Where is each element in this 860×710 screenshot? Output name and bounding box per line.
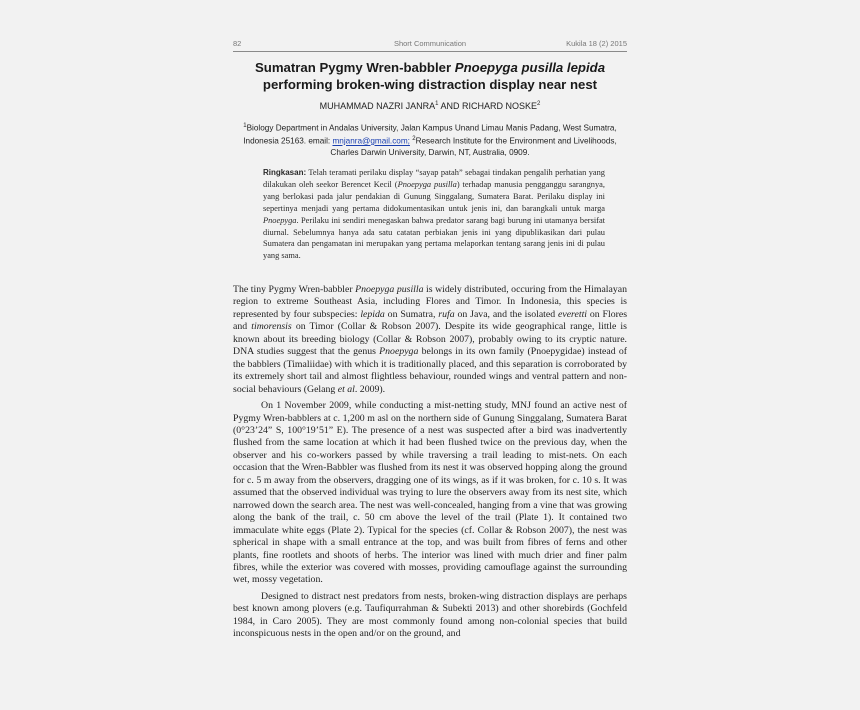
p1-genus: Pnoepyga bbox=[379, 346, 419, 358]
journal-citation: Kukila 18 (2) 2015 bbox=[566, 39, 627, 48]
p1-species: Pnoepyga pusilla bbox=[355, 284, 424, 295]
title-line2-text: performing broken-wing distraction display near nest bbox=[262, 77, 598, 92]
author-1: MUHAMMAD NAZRI JANRA bbox=[319, 101, 436, 111]
p1-text: belongs in its own family (Pnoepygidae) instead of the babblers (Timaliidae) with which it is traditionally placed, and this separation is corroborated by its extremely short tail and almost flightless behaviour, rounded wings and ventral pattern and non-social behaviours (Gelang bbox=[233, 346, 628, 395]
abstract-italic-1: Pnoepyga pusilla bbox=[397, 179, 457, 189]
p1-text: . 2009). bbox=[354, 383, 386, 395]
author-2: RICHARD NOSKE bbox=[462, 101, 538, 111]
p1-subspecies-everetti: everetti bbox=[558, 308, 588, 320]
author-list bbox=[233, 101, 627, 111]
p1-subspecies-rufa: rufa bbox=[438, 308, 455, 320]
abstract-italic-2: Pnoepyga bbox=[263, 215, 297, 225]
p1-subspecies-timorensis: timorensis bbox=[251, 321, 292, 333]
section-label: Short Communication bbox=[393, 39, 467, 48]
body-paragraph-1 bbox=[233, 284, 627, 396]
title-line1-text: Sumatran Pygmy Wren-babbler bbox=[254, 60, 455, 75]
page-number: 82 bbox=[233, 39, 242, 48]
abstract-label: Ringkasan: bbox=[263, 168, 307, 177]
article-body bbox=[233, 284, 627, 645]
p1-text: on Sumatra, bbox=[384, 308, 439, 320]
abstract-text-2: ) terhadap manusia pengganggu sarangnya, yang berlokasi pada jalur pendakian di Gunung Singgalang, Sumatera Barat. Perilaku display ini sepertinya menjadi yang pertama didokumentasikan untuk jenis ini, dan barangkali untuk marga bbox=[263, 179, 605, 213]
author-1-affil-mark: 1 bbox=[435, 101, 439, 107]
affiliations bbox=[233, 121, 627, 158]
abstract-text-3: . Perilaku ini sendiri menegaskan bahwa predator sarang bagi burung ini utamanya bersifat diurnal. Sebelumnya hanya ada satu catatan perbiakan jenis ini yang dipublikasikan dari pulau Sumatera dan pengamatan ini merupakan yang pertama melaporkan tentang sarang jenis ini di pulau yang sama. bbox=[263, 215, 605, 261]
title-species-name: Pnoepyga pusilla lepida bbox=[454, 60, 606, 75]
article-title bbox=[233, 59, 627, 93]
p1-text: on Timor (Collar & Robson 2007). Despite its wide geographical range, little is known about its breeding biology (Collar & Robson 2007), probably owing to its cryptic nature. DNA studies suggest that the genus bbox=[233, 321, 627, 358]
abstract-text-1: Telah teramati perilaku display “sayap patah” sebagai tindakan pengalih perhatian yang dilakukan oleh seekor Berencet Kecil ( bbox=[263, 168, 605, 189]
author-2-affil-mark: 2 bbox=[537, 101, 541, 107]
p1-text: on Flores and bbox=[233, 308, 628, 333]
email-link[interactable]: mnjanra@gmail.com; bbox=[332, 136, 410, 146]
p1-text: The tiny Pygmy Wren-babbler bbox=[233, 284, 356, 295]
running-head bbox=[233, 39, 627, 52]
p1-subspecies-lepida: lepida bbox=[360, 308, 385, 320]
author-separator: AND bbox=[438, 101, 462, 111]
p1-text: on Java, and the isolated bbox=[454, 308, 558, 320]
affil-1-mark: 1 bbox=[243, 123, 247, 129]
abstract bbox=[263, 167, 605, 262]
affil-1-text: Biology Department in Andalas University, Jalan Kampus Unand Limau Manis Padang, West Sumatra, Indonesia 25163. email: bbox=[243, 123, 617, 146]
affil-2-mark: 2 bbox=[412, 136, 416, 143]
body-paragraph-2: On 1 November 2009, while conducting a mist-netting study, MNJ found an active nest of Pygmy Wren-babblers at c. 1,200 m asl on the northern side of Gunung Singgalang, Sumatera Barat (0°23’24” S, 100°19’51” E). The presence of a nest was suspected after a bird was inadvertently flushed from the same location at which it had been flushed twice on the previous day, when the observer and his co-workers passed by while traversing a trail leading to mist-nets. On each occasion that the Wren-Babbler was flushed from its nest it was observed hopping along the ground for c. 5 m away from the observers, dragging one of its wings, as if it was broken, for c. 10 s. It was assumed that the observed individual was trying to lure the observers away from its nest site, which narrowed down the search area. The nest was well-concealed, hanging from a vine that was growing along the bank of the trail, c. 50 cm above the level of the trail (Plate 1). It contained two immaculate white eggs (Plate 2). Typical for the species (cf. Collar & Robson 2007), the nest was spherical in shape with a small entrance at the top, and was built from fibres of ferns and other plants, fine rootlets and shoots of herbs. The interior was lined with much drier and finer palm fibres, while the exterior was covered with mosses, providing camouflage against the surrounding wet, mossy vegetation. bbox=[233, 400, 627, 586]
body-paragraph-3: Designed to distract nest predators from nests, broken-wing distraction displays are perhaps best known among plovers (e.g. Taufiqurrahman & Subekti 2013) and other shorebirds (Gochfeld 1984, in Caro 2005). They are most commonly found among non-colonial species that build inconspicuous nests in the open and/or on the ground, and bbox=[233, 590, 627, 640]
p1-et-al: et al bbox=[337, 383, 355, 395]
p1-text: is widely distributed, occuring from the Himalayan region to extreme Southeast Asia, including Flores and Timor. In Indonesia, this species is represented by four subspecies: bbox=[233, 284, 628, 320]
affil-2-text: Research Institute for the Environment and Livelihoods, Charles Darwin University, Darwin, NT, Australia, 0909. bbox=[330, 136, 617, 158]
